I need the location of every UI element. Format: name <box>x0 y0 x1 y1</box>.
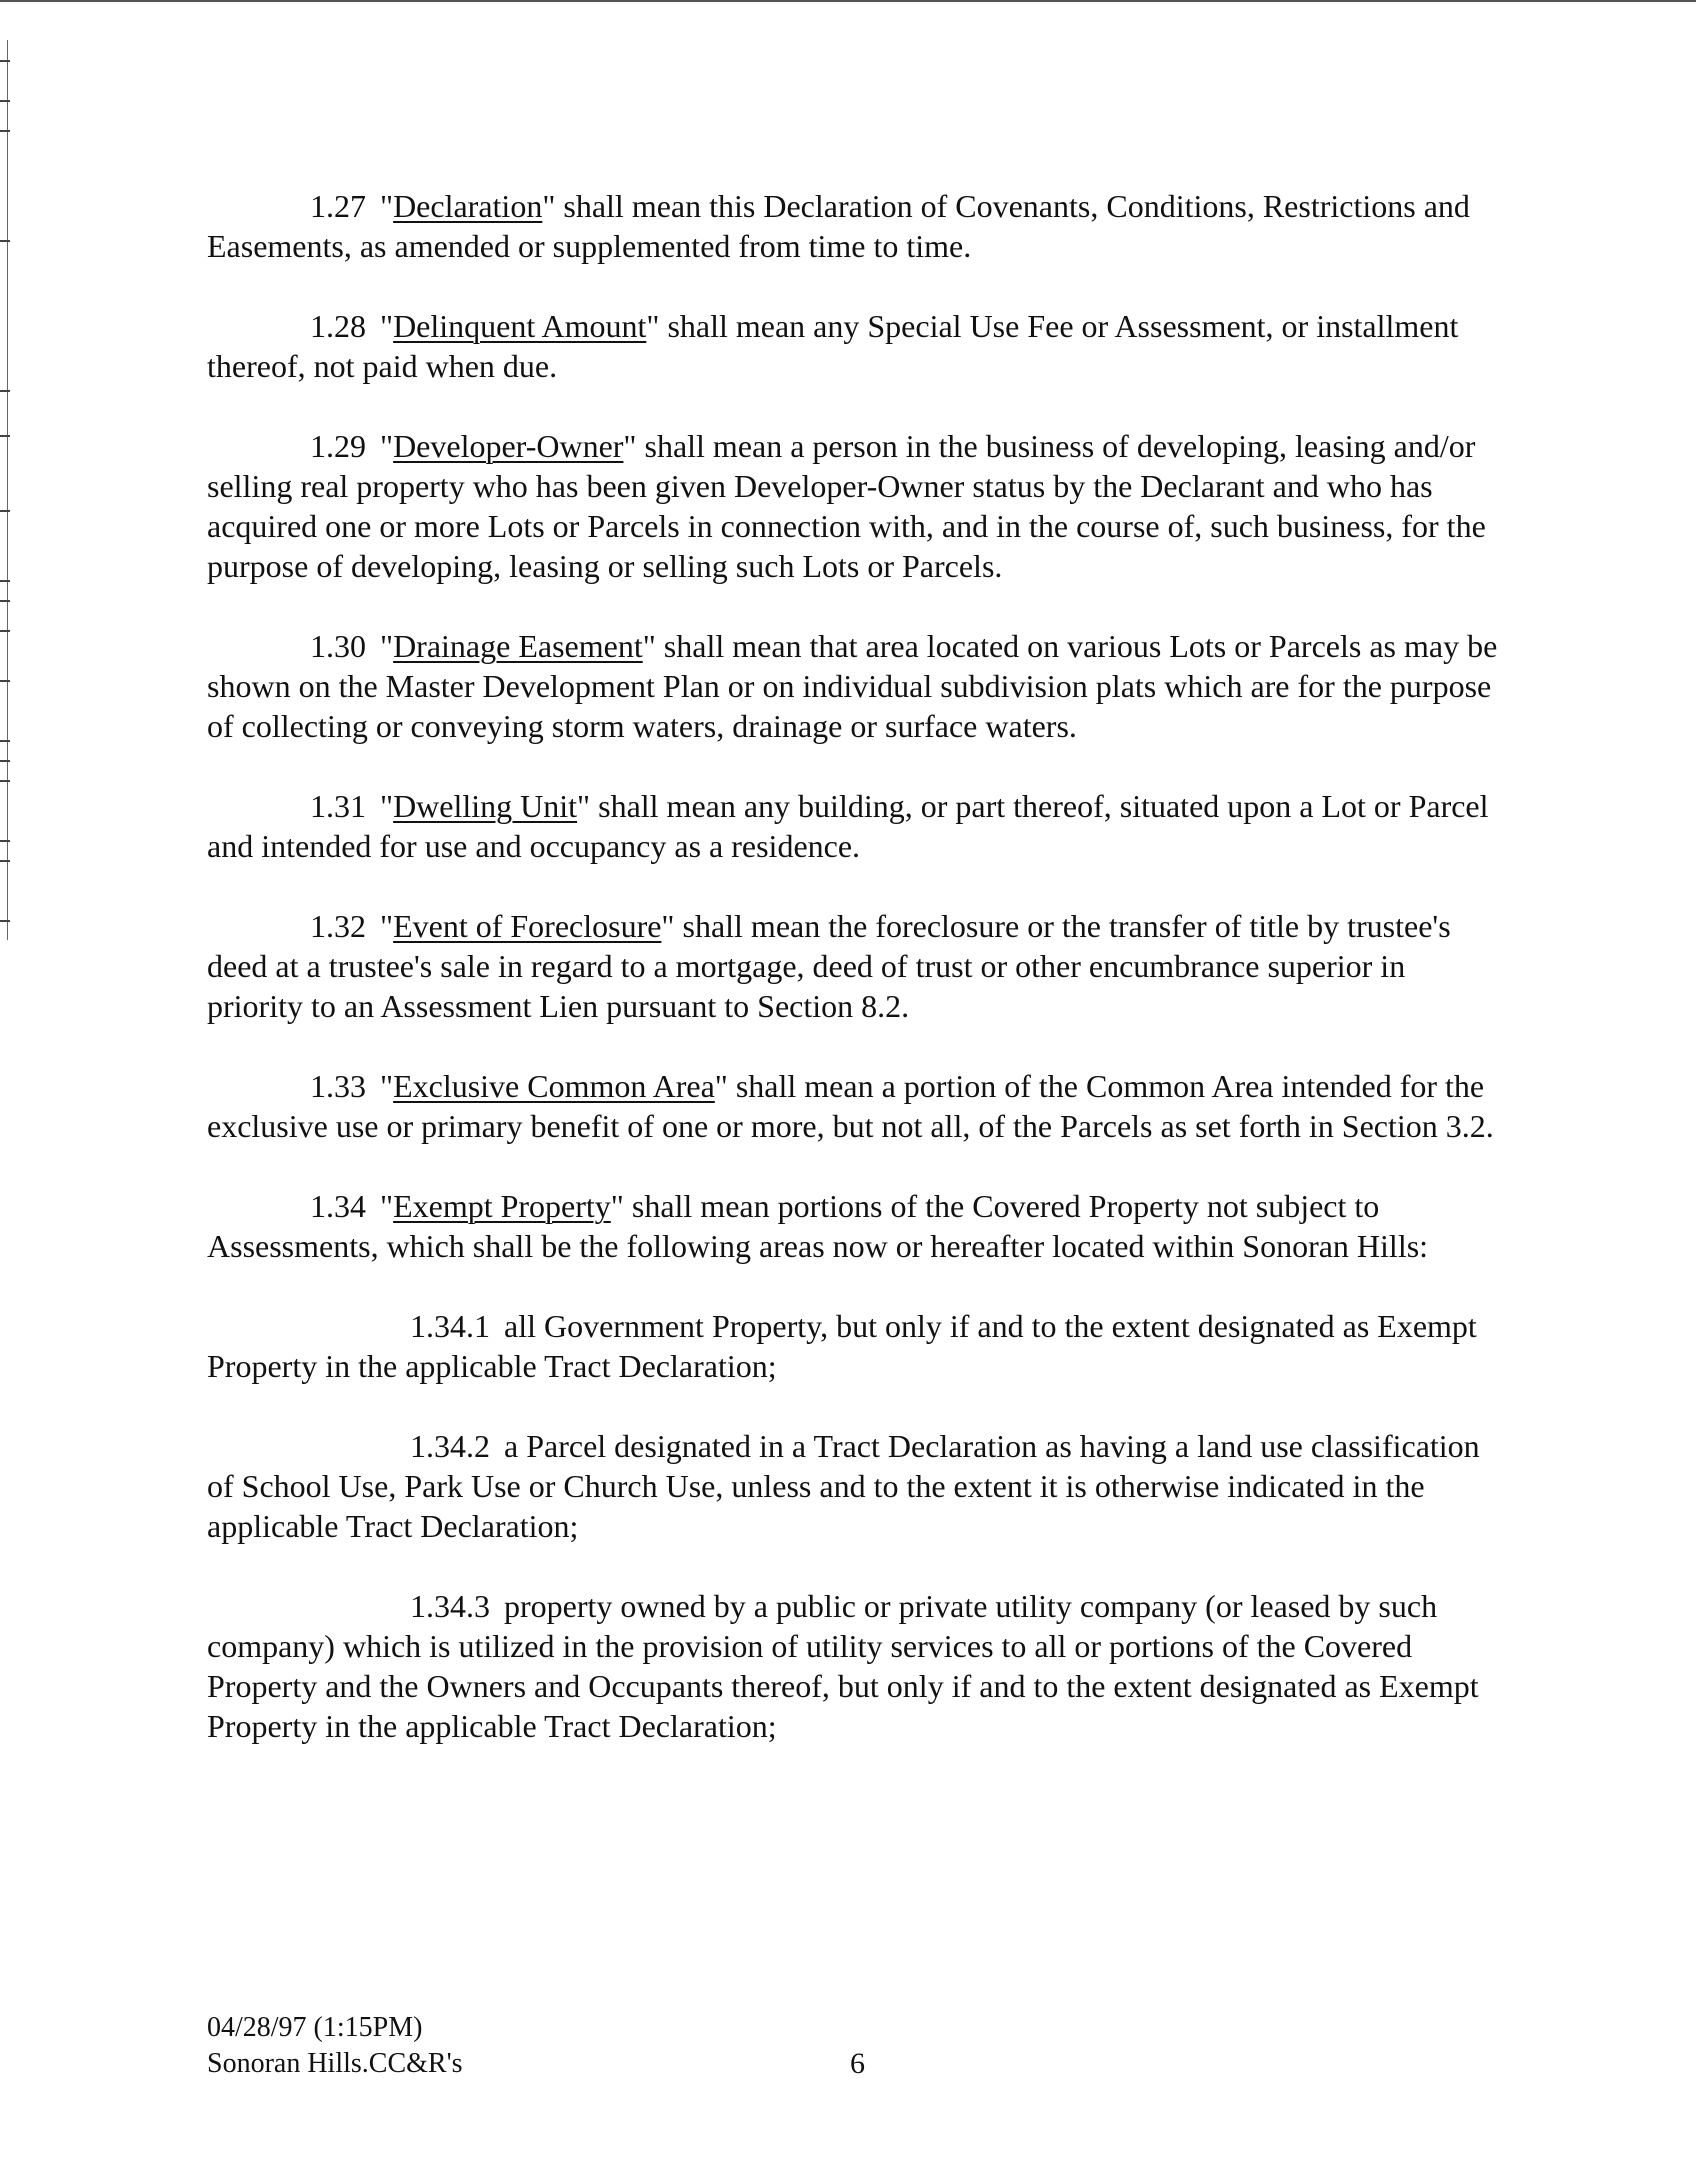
definition-1-33: 1.33 "Exclusive Common Area" shall mean a portion of the Common Area intended for the exclusive use or primary benefit of one or more, but not all, of the Parcels as set forth in Section 3.2. <box>207 1068 1494 1144</box>
clause-number: 1.27 <box>310 188 366 224</box>
subclause-text: all Government Property, but only if and to the extent designated as Exempt Property in the applicable Tract Declaration; <box>207 1308 1477 1384</box>
subitem-1-34-2 <box>207 1426 1507 1546</box>
clause-number: 1.32 <box>310 908 366 944</box>
top-scan-rule <box>0 0 1696 2</box>
definition-text: shall mean a portion of the Common Area intended for the exclusive use or primary benefit of one or more, but not all, of the Parcels as set forth in Section 3.2. <box>207 1068 1494 1144</box>
definition-text: shall mean any Special Use Fee or Assessment, or installment thereof, not paid when due. <box>207 308 1459 384</box>
subclause-number: 1.34.2 <box>410 1428 490 1464</box>
left-margin-scan-marks <box>0 40 12 1340</box>
footer-document-name: Sonoran Hills.CC&R's <box>207 2048 463 2079</box>
definition-1-27: 1.27 "Declaration" shall mean this Declaration of Covenants, Conditions, Restrictions and Easements, as amended or supplemented from time to time. <box>207 188 1470 264</box>
subclause-text: a Parcel designated in a Tract Declaration as having a land use classification of School Use, Park Use or Church Use, unless and to the extent it is otherwise indicated in the applicable Tract Declaration; <box>207 1428 1480 1544</box>
clause-number: 1.33 <box>310 1068 366 1104</box>
definition-text: shall mean any building, or part thereof, situated upon a Lot or Parcel and intended for use and occupancy as a residence. <box>207 788 1489 864</box>
subclause-number: 1.34.1 <box>410 1308 490 1344</box>
subclause-number: 1.34.3 <box>410 1588 490 1624</box>
definition-text: shall mean the foreclosure or the transfer of title by trustee's deed at a trustee's sale in regard to a mortgage, deed of trust or other encumbrance superior in priority to an Assessment Lien pursuant to Section 8.2. <box>207 908 1451 1024</box>
defined-term: Delinquent Amount <box>393 308 647 344</box>
definition-1-34: 1.34 "Exempt Property" shall mean portions of the Covered Property not subject to Assessments, which shall be the following areas now or hereafter located within Sonoran Hills: <box>207 1188 1429 1264</box>
defined-term: Declaration <box>393 188 543 224</box>
page-footer <box>207 2010 463 2082</box>
clause-number: 1.30 <box>310 628 366 664</box>
defined-term: Event of Foreclosure <box>393 908 662 944</box>
subitem-1-34-1 <box>207 1306 1507 1386</box>
defined-term: Drainage Easement <box>393 628 643 664</box>
clause-number: 1.34 <box>310 1188 366 1224</box>
definition-1-32: 1.32 "Event of Foreclosure" shall mean the foreclosure or the transfer of title by trustee's deed at a trustee's sale in regard to a mortgage, deed of trust or other encumbrance superior in priority to an Assessment Lien pursuant to Section 8.2. <box>207 908 1451 1024</box>
document-body <box>207 186 1507 1786</box>
defined-term: Exempt Property <box>393 1188 611 1224</box>
definition-1-30: 1.30 "Drainage Easement" shall mean that area located on various Lots or Parcels as may be shown on the Master Development Plan or on individual subdivision plats which are for the purpose of collecting or conveying storm waters, drainage or surface waters. <box>207 628 1498 744</box>
page-number: 6 <box>850 2047 865 2080</box>
footer-date: 04/28/97 (1:15PM) <box>207 2012 423 2043</box>
definition-1-31: 1.31 "Dwelling Unit" shall mean any building, or part thereof, situated upon a Lot or Parcel and intended for use and occupancy as a residence. <box>207 788 1489 864</box>
definition-1-29: 1.29 "Developer-Owner" shall mean a person in the business of developing, leasing and/or selling real property who has been given Developer-Owner status by the Declarant and who has acquired one or more Lots or Parcels in connection with, and in the course of, such business, for the purpose of developing, leasing or selling such Lots or Parcels. <box>207 428 1486 584</box>
clause-number: 1.29 <box>310 428 366 464</box>
clause-number: 1.28 <box>310 308 366 344</box>
definition-text: shall mean that area located on various Lots or Parcels as may be shown on the Master Development Plan or on individual subdivision plats which are for the purpose of collecting or conveying storm waters, drainage or surface waters. <box>207 628 1498 744</box>
defined-term: Exclusive Common Area <box>393 1068 715 1104</box>
clause-number: 1.31 <box>310 788 366 824</box>
definition-text: shall mean this Declaration of Covenants, Conditions, Restrictions and Easements, as amended or supplemented from time to time. <box>207 188 1470 264</box>
defined-term: Developer-Owner <box>393 428 624 464</box>
definition-text: shall mean portions of the Covered Property not subject to Assessments, which shall be the following areas now or hereafter located within Sonoran Hills: <box>207 1188 1429 1264</box>
definition-text: shall mean a person in the business of developing, leasing and/or selling real property who has been given Developer-Owner status by the Declarant and who has acquired one or more Lots or Parcels in connection with, and in the course of, such business, for the purpose of developing, leasing or selling such Lots or Parcels. <box>207 428 1486 584</box>
subitem-1-34-3 <box>207 1586 1507 1746</box>
subclause-text: property owned by a public or private utility company (or leased by such company) which is utilized in the provision of utility services to all or portions of the Covered Property and the Owners and Occupants thereof, but only if and to the extent designated as Exempt Property in the applicable Tract Declaration; <box>207 1588 1479 1744</box>
definition-1-28: 1.28 "Delinquent Amount" shall mean any Special Use Fee or Assessment, or installment thereof, not paid when due. <box>207 308 1459 384</box>
defined-term: Dwelling Unit <box>393 788 578 824</box>
